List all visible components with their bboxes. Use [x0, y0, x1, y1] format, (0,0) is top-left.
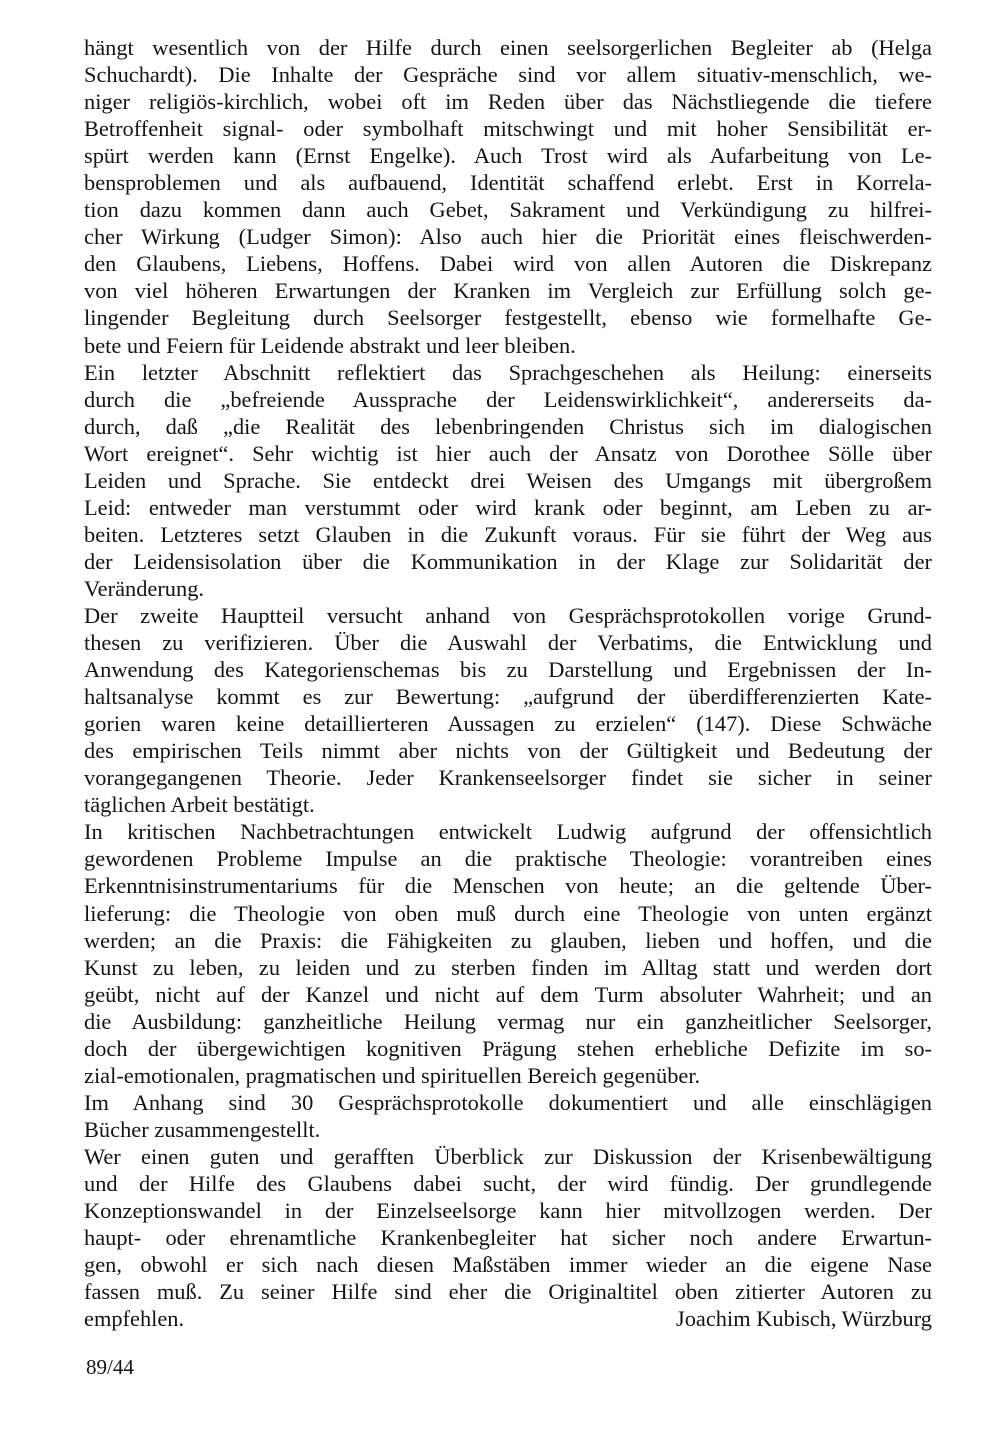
text-line: den Glaubens, Liebens, Hoffens. Dabei wird von allen Autoren die Diskrepanz — [84, 251, 932, 277]
paragraph-5 — [84, 1089, 932, 1143]
text-line: cher Wirkung (Ludger Simon): Also auch hier die Priorität eines fleischwerden- — [84, 224, 932, 250]
text-line: fassen muß. Zu seiner Hilfe sind eher die Originaltitel oben zitierter Autoren zu — [84, 1279, 932, 1305]
text-line: bensproblemen und als aufbauend, Identität schaffend erlebt. Erst in Korrela- — [84, 170, 932, 196]
text-line: von viel höheren Erwartungen der Kranken im Vergleich zur Erfüllung solch ge- — [84, 278, 932, 304]
text-line: zial-emotionalen, pragmatischen und spirituellen Bereich gegenüber. — [84, 1062, 701, 1088]
text-line: Wer einen guten und gerafften Überblick zur Diskussion der Krisenbewältigung — [84, 1143, 932, 1169]
text-line: Erkenntnisinstrumentariums für die Menschen von heute; an die geltende Über- — [84, 873, 932, 899]
text-line: lieferung: die Theologie von oben muß durch eine Theologie von unten ergänzt — [84, 900, 932, 926]
text-line: gen, obwohl er sich nach diesen Maßstäben immer wieder an die eigene Nase — [84, 1252, 932, 1278]
text-line: Anwendung des Kategorienschemas bis zu Darstellung und Ergebnissen der In- — [84, 657, 932, 683]
paragraph-6 — [84, 1143, 932, 1332]
text-line: Der zweite Hauptteil versucht anhand von Gesprächsprotokollen vorige Grund- — [84, 602, 932, 628]
text-line: tion dazu kommen dann auch Gebet, Sakrament und Verkündigung zu hilfrei- — [84, 197, 932, 223]
text-line: Leid: entweder man verstummt oder wird krank oder beginnt, am Leben zu ar- — [84, 494, 932, 520]
text-line: In kritischen Nachbetrachtungen entwickelt Ludwig aufgrund der offensichtlich — [84, 819, 932, 845]
text-line: der Leidensisolation über die Kommunikation in der Klage zur Solidarität der — [84, 548, 932, 574]
text-line: Im Anhang sind 30 Gesprächsprotokolle dokumentiert und alle einschlägigen — [84, 1089, 932, 1115]
text-line: Ein letzter Abschnitt reflektiert das Sprachgeschehen als Heilung: einerseits — [84, 359, 932, 385]
text-line: und der Hilfe des Glaubens dabei sucht, der wird fündig. Der grundlegende — [84, 1170, 932, 1196]
text-line: Leiden und Sprache. Sie entdeckt drei Weisen des Umgangs mit übergroßem — [84, 467, 932, 493]
paragraph-4 — [84, 818, 932, 1088]
paragraph-3 — [84, 602, 932, 818]
text-line: Bücher zusammengestellt. — [84, 1116, 321, 1142]
text-line: geübt, nicht auf der Kanzel und nicht auf dem Turm absoluter Wahrheit; und an — [84, 981, 932, 1007]
text-line: niger religiös-kirchlich, wobei oft im Reden über das Nächstliegende die tiefere — [84, 89, 932, 115]
text-line: haupt- oder ehrenamtliche Krankenbegleiter hat sicher noch andere Erwartun- — [84, 1225, 932, 1251]
text-line: hängt wesentlich von der Hilfe durch einen seelsorgerlichen Begleiter ab (Helga — [84, 35, 932, 60]
text-line: täglichen Arbeit bestätigt. — [84, 792, 315, 818]
text-line: Veränderung. — [84, 575, 204, 601]
text-line: Konzeptionswandel in der Einzelseelsorge kann hier mitvollzogen werden. Der — [84, 1198, 932, 1224]
text-line: doch der übergewichtigen kognitiven Prägung stehen erhebliche Defizite im so- — [84, 1035, 932, 1061]
text-line: Wort ereignet“. Sehr wichtig ist hier auch der Ansatz von Dorothee Sölle über — [84, 440, 932, 466]
closing-text: empfehlen. — [84, 1306, 185, 1332]
text-line: durch, daß „die Realität des lebenbringenden Christus sich im dialogischen — [84, 413, 932, 439]
text-line: des empirischen Teils nimmt aber nichts von der Gültigkeit und Bedeutung der — [84, 738, 932, 764]
page-number: 89/44 — [86, 1355, 134, 1379]
paragraph-2 — [84, 359, 932, 602]
text-line: beiten. Letzteres setzt Glauben in die Zukunft voraus. Für sie führt der Weg aus — [84, 521, 932, 547]
text-line: spürt werden kann (Ernst Engelke). Auch Trost wird als Aufarbeitung von Le- — [84, 143, 932, 169]
text-line: lingender Begleitung durch Seelsorger festgestellt, ebenso wie formelhafte Ge- — [84, 305, 932, 331]
review-text-body — [84, 34, 932, 1332]
paragraph-1 — [84, 34, 932, 359]
text-line: durch die „befreiende Aussprache der Leidenswirklichkeit“, andererseits da- — [84, 386, 932, 412]
text-line: haltsanalyse kommt es zur Bewertung: „aufgrund der überdifferenzierten Kate- — [84, 684, 932, 710]
text-line: Betroffenheit signal- oder symbolhaft mitschwingt und mit hoher Sensibilität er- — [84, 116, 932, 142]
text-line: gorien waren keine detaillierteren Aussagen zu erzielen“ (147). Diese Schwäche — [84, 711, 932, 737]
text-line: gewordenen Probleme Impulse an die praktische Theologie: vorantreiben eines — [84, 846, 932, 872]
text-line: vorangegangenen Theorie. Jeder Krankenseelsorger findet sie sicher in seiner — [84, 765, 932, 791]
text-line: Kunst zu leben, zu leiden und zu sterben finden im Alltag statt und werden dort — [84, 954, 932, 980]
text-line: Schuchardt). Die Inhalte der Gespräche sind vor allem situativ-menschlich, we- — [84, 62, 932, 88]
text-line: werden; an die Praxis: die Fähigkeiten zu glauben, lieben und hoffen, und die — [84, 927, 932, 953]
text-line: bete und Feiern für Leidende abstrakt und leer bleiben. — [84, 332, 576, 358]
closing-line — [84, 1305, 932, 1332]
text-line: thesen zu verifizieren. Über die Auswahl der Verbatims, die Entwicklung und — [84, 630, 932, 656]
reviewer-signature: Joachim Kubisch, Würzburg — [676, 1306, 932, 1332]
text-line: die Ausbildung: ganzheitliche Heilung vermag nur ein ganzheitlicher Seelsorger, — [84, 1008, 932, 1034]
